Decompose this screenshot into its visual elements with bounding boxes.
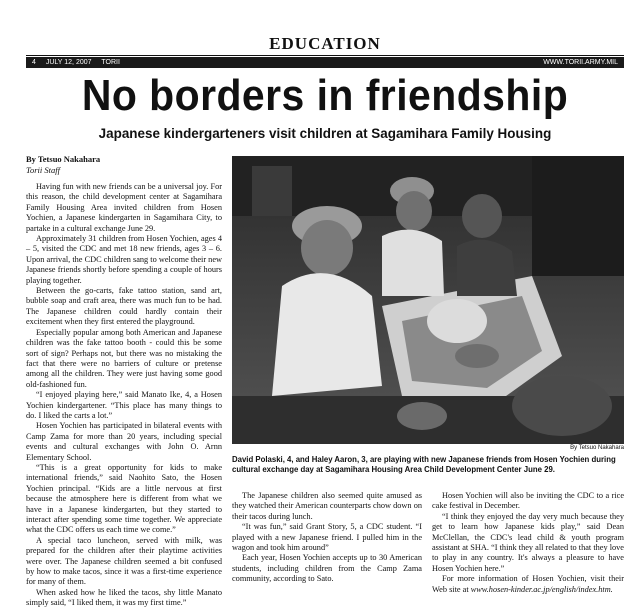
issue-date: JULY 12, 2007	[45, 59, 92, 66]
paragraph: When asked how he liked the tacos, shy little Manato simply said, “I liked them, it was my first time.”	[26, 587, 222, 608]
section-title: EDUCATION	[269, 34, 381, 53]
paragraph: The Japanese children also seemed quite amused as they watched their American counterparts chow down on their tacos during lunch.	[232, 491, 422, 521]
paragraph: “I enjoyed playing here,” said Manato Ike, 4, a Hosen Yochien kindergartener. “This place has many things to do. I liked the carts a lot.”	[26, 390, 222, 420]
news-photo	[232, 156, 624, 444]
paragraph: Having fun with new friends can be a universal joy. For this reason, the child development center at Sagamihara Family Housing Area invited children from Hosen Yochien, a Japanese kindergarten in Sagamihara City, to partake in a cultural exchange June 29.	[26, 182, 222, 233]
paper-name: TORII	[101, 59, 120, 66]
website-link[interactable]: www.hosen-kinder.ac.jp/english/index.htm.	[470, 584, 613, 594]
page-number: 4	[32, 59, 36, 66]
folio-bar	[26, 57, 624, 68]
byline	[26, 154, 226, 176]
headline: No borders in friendship	[81, 71, 569, 120]
paragraph	[432, 574, 624, 595]
paragraph: “This is a great opportunity for kids to make international friends,” said Naohito Sato, the Hosen Yochien principal. “Kids are a little nervous at first because the atmosphere here is different from what we have in a Japanese kindergarten, but they started to interact after spending some time together. We appreciate what the CDC offers us each time we come.”	[26, 462, 222, 535]
paragraph: Hosen Yochien will also be inviting the CDC to a rice cake festival in December.	[432, 491, 624, 511]
paragraph: “It was fun,” said Grant Story, 5, a CDC student. “I played with a new Japanese friend. I pulled him in the wagon and took him around”	[232, 522, 422, 553]
byline-author: By Tetsuo Nakahara	[26, 154, 101, 164]
paragraph: A special taco luncheon, served with milk, was prepared for the children after their playtime activities were over. The Japanese children seemed a bit confused by how to make tacos, since it was a first-time experience for many of them.	[26, 535, 222, 587]
article-column-3	[432, 491, 624, 595]
photo-caption: David Polaski, 4, and Haley Aaron, 3, are playing with new Japanese friends from Hosen Yochien during cultural exchange day at Sagamihara Housing Area Child Development Center June 29.	[232, 455, 616, 474]
paragraph: Each year, Hosen Yochien accepts up to 30 American students, including children from the Camp Zama community, according to Sato.	[232, 553, 422, 584]
more-info-text: For more information of Hosen Yochien, visit their Web site at	[432, 574, 624, 594]
paragraph: Hosen Yochien has participated in bilateral events with Camp Zama for more than 20 years, including special events and cultural exchanges with John O. Arnn Elementary School.	[26, 421, 222, 462]
paragraph: Approximately 31 children from Hosen Yochien, ages 4 – 5, visited the CDC and met 18 new friends, ages 3 – 6. Upon arrival, the CDC children sang to welcome their new Japanese friends shortly before spending a couple of hours playing together.	[26, 234, 222, 285]
subheadline: Japanese kindergarteners visit children at Sagamihara Family Housing	[98, 125, 552, 141]
paragraph: “I think they enjoyed the day very much because they get to learn how Japanese kids play,” said Dean McClellan, the CDC's lead child & youth program assistant at SHA. “I think they all related to that they love to play in any country. It's always a pleasure to have Hosen Yochien here.”	[432, 511, 624, 573]
section-rule	[26, 55, 624, 56]
paragraph: Between the go-carts, fake tattoo station, sand art, bubble soap and craft area, there was much fun to be had. The Japanese children could hardly contain their excitement when they first entered the playground.	[26, 286, 222, 327]
photo-illustration	[232, 156, 624, 444]
byline-staff: Torii Staff	[26, 165, 60, 175]
newspaper-page	[26, 0, 624, 608]
website-url: WWW.TORII.ARMY.MIL	[543, 59, 618, 66]
article-column-2	[232, 491, 422, 585]
photo-credit: By Tetsuo Nakahara	[570, 445, 624, 451]
paragraph: Especially popular among both American and Japanese children was the fake tattoo booth - could this be some sort of sign? Perhaps not, but there was no mistaking the fact that there were no barriers of culture or pretense among all the children. They were just having some good old-fashioned fun.	[26, 327, 222, 389]
article-column-1	[26, 182, 222, 609]
